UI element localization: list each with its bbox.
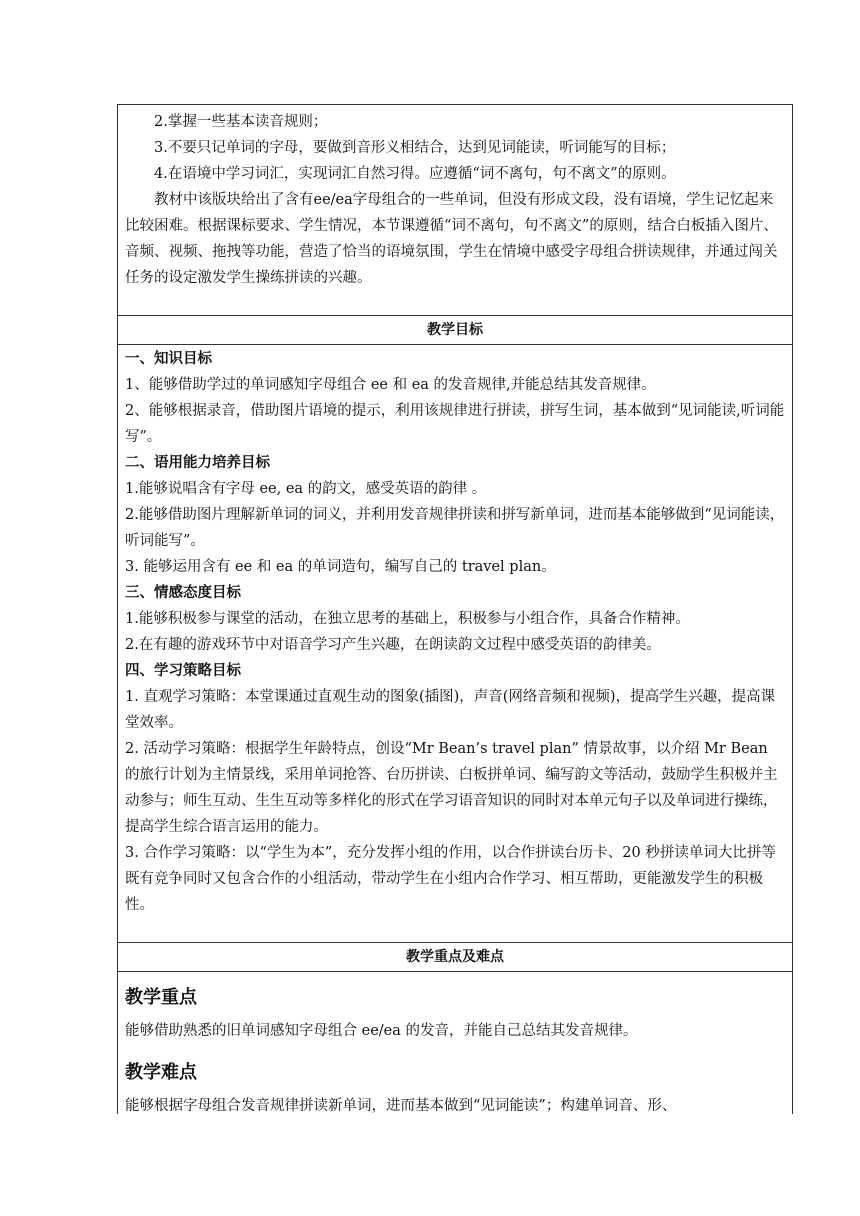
intro-line: 4.在语境中学习词汇，实现词汇自然习得。应遵循“词不离句，句不离文”的原则。	[154, 166, 676, 182]
intro-paragraph: 教材中该版块给出了含有ee/ea字母组合的一些单词，但没有形成文段，没有语境，学生记忆起来比较困难。根据课标要求、学生情况，本节课遵循“词不离句，句不离文”的原则，结合白板插入图片、音频、视频、拖拽等功能，营造了恰当的语境氛围，学生在情境中感受字母组合拼读规律，并通过闯关任务的设定激发学生操练拼读的兴趣。	[125, 192, 778, 286]
language-item: 1.能够说唱含有字母 ee, ea 的韵文，感受英语的韵律 。	[125, 481, 487, 497]
knowledge-item: 2、能够根据录音，借助图片语境的提示，利用该规律进行拼读，拼写生词，基本做到“见词能读,听词能写”。	[125, 403, 785, 445]
difficulty-text: 能够根据字母组合发音规律拼读新单词，进而基本做到“见词能读”；构建单词音、形、	[125, 1098, 677, 1114]
strategy-item: 1. 直观学习策略：本堂课通过直观生动的图象(插图)，声音(网络音频和视频)，提高学生兴趣，提高课堂效率。	[125, 689, 776, 731]
language-item: 3. 能够运用含有 ee 和 ea 的单词造句，编写自己的 travel plan。	[125, 559, 556, 575]
knowledge-title: 一、知识目标	[125, 351, 212, 367]
focus-text: 能够借助熟悉的旧单词感知字母组合 ee/ea 的发音，并能自己总结其发音规律。	[125, 1023, 638, 1039]
strategy-item: 3. 合作学习策略：以“学生为本”，充分发挥小组的作用，以合作拼读台历卡、20 秒拼读单词大比拼等既有竞争同时又包含合作的小组活动，带动学生在小组内合作学习、相互帮助，更能激发学生的积极性。	[125, 845, 776, 913]
language-title: 二、语用能力培养目标	[125, 455, 270, 471]
emotion-item: 1.能够积极参与课堂的活动，在独立思考的基础上，积极参与小组合作，具备合作精神。	[125, 611, 690, 627]
knowledge-item: 1、能够借助学过的单词感知字母组合 ee 和 ea 的发音规律,并能总结其发音规律。	[125, 377, 656, 393]
strategy-title: 四、学习策略目标	[125, 663, 241, 679]
intro-section	[118, 105, 792, 315]
intro-line: 2.掌握一些基本读音规则；	[154, 114, 328, 130]
language-item: 2.能够借助图片理解新单词的词义，并利用发音规律拼读和拼写新单词，进而基本能够做到“见词能读，听词能写”。	[125, 507, 785, 549]
objectives-section	[118, 345, 792, 942]
objectives-header: 教学目标	[118, 315, 792, 345]
emotion-title: 三、情感态度目标	[125, 585, 241, 601]
strategy-item: 2. 活动学习策略：根据学生年龄特点，创设“Mr Bean’s travel plan” 情景故事，以介绍 Mr Bean 的旅行计划为主情景线，采用单词抢答、台历拼读、白板拼单词、编写韵文等活动，鼓励学生积极并主动参与；师生互动、生生互动等多样化的形式在学习语音知识的同时对本单元句子以及单词进行操练，提高学生综合语言运用的能力。	[125, 741, 778, 835]
keypoints-header: 教学重点及难点	[118, 942, 792, 972]
intro-line: 3.不要只记单词的字母，要做到音形义相结合，达到见词能读，听词能写的目标；	[154, 140, 676, 156]
difficulty-title: 教学难点	[125, 1062, 197, 1083]
document-table	[117, 104, 793, 1114]
focus-title: 教学重点	[125, 987, 197, 1008]
keypoints-section	[118, 972, 792, 1114]
emotion-item: 2.在有趣的游戏环节中对语音学习产生兴趣，在朗读韵文过程中感受英语的韵律美。	[125, 637, 661, 653]
